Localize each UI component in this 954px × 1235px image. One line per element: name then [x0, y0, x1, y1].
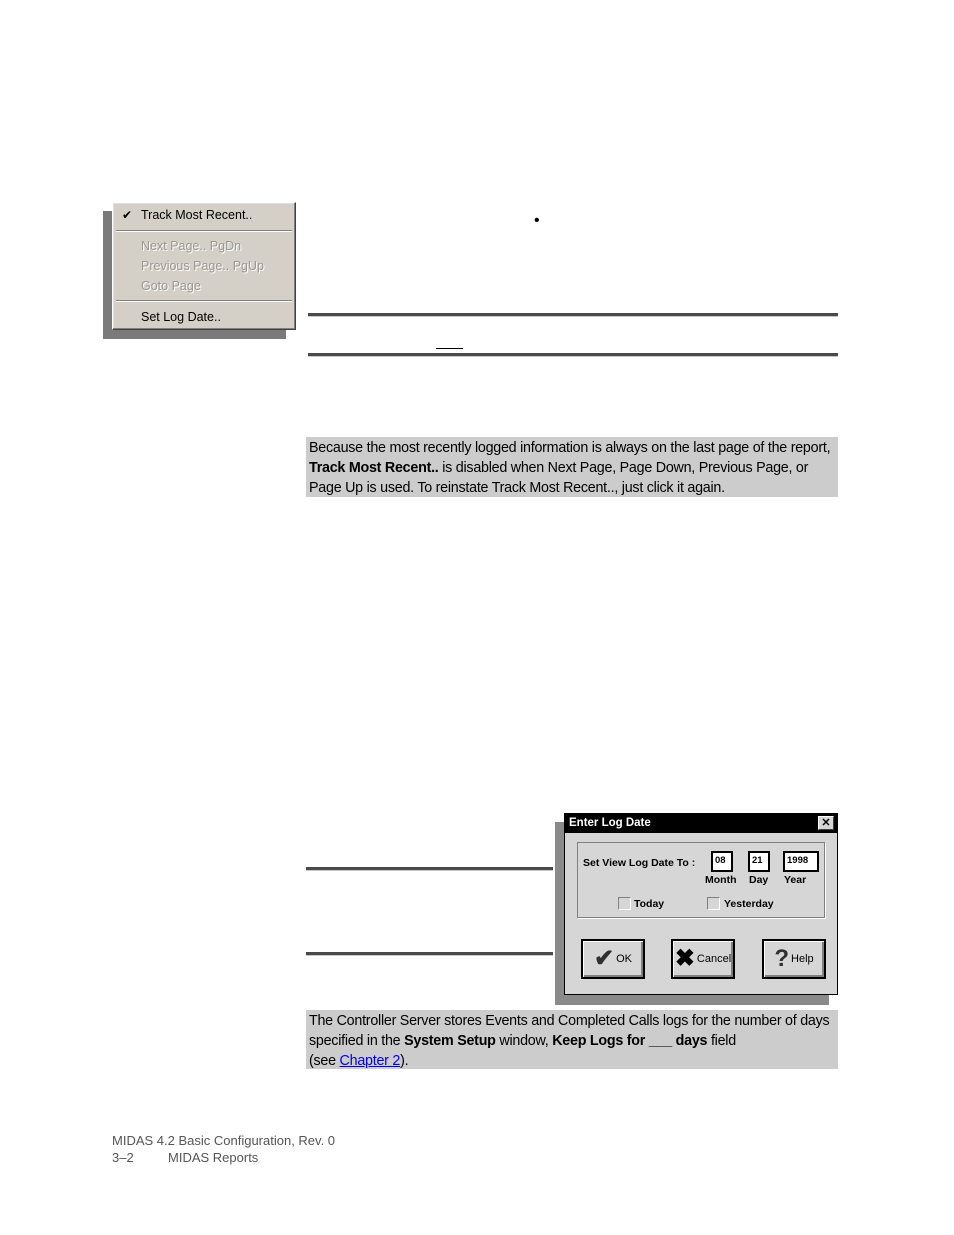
- question-mark-icon: ?: [774, 945, 790, 972]
- note-line: The Controller Server stores Events and Completed Calls logs for the number of days: [309, 1013, 830, 1029]
- yesterday-checkbox[interactable]: [707, 897, 720, 910]
- today-label: Today: [634, 898, 665, 910]
- menu-item-label: Next Page.. PgDn: [141, 239, 242, 253]
- help-button-label: Help: [791, 953, 814, 965]
- menu-item-goto-page: [113, 277, 295, 295]
- menu-separator: [116, 300, 292, 302]
- day-input[interactable]: 21: [748, 851, 770, 872]
- month-input[interactable]: 08: [711, 851, 733, 872]
- note-bold-keep-logs: Keep Logs for ___ days: [552, 1033, 708, 1049]
- note-text: ).: [400, 1053, 409, 1069]
- enter-log-date-dialog: [564, 813, 838, 995]
- note-line: [309, 458, 835, 478]
- set-view-log-date-label: Set View Log Date To :: [583, 857, 696, 869]
- menu-item-label: Previous Page.. PgUp: [141, 259, 264, 273]
- menu-item-track-most-recent[interactable]: [113, 206, 295, 224]
- date-group: [577, 842, 825, 918]
- note-keep-logs: [306, 1010, 838, 1069]
- checkmark-icon: ✔: [593, 945, 615, 972]
- dialog-section-rule-bottom-shadow: [306, 955, 553, 956]
- footer-doc-title: MIDAS 4.2 Basic Configuration, Rev. 0: [112, 1133, 336, 1148]
- cancel-button[interactable]: [671, 939, 735, 979]
- note-bold-system-setup: System Setup: [404, 1033, 496, 1049]
- menu-item-set-log-date[interactable]: [113, 308, 295, 326]
- note-text: specified in the: [309, 1033, 405, 1049]
- day-label: Day: [749, 874, 769, 886]
- note-track-most-recent: [306, 437, 838, 497]
- year-input[interactable]: 1998: [783, 851, 819, 872]
- check-icon: ✔: [122, 208, 133, 222]
- menu-item-label: Goto Page: [141, 279, 201, 293]
- note-line: Page Up is used. To reinstate Track Most Recent.., just click it again.: [309, 480, 725, 496]
- note-line: Because the most recently logged information is always on the last page of the report,: [309, 440, 831, 456]
- menu-separator: [116, 230, 292, 232]
- note-text: is disabled when Next Page, Page Down, Previous Page, or: [438, 460, 809, 476]
- menu-item-label: Track Most Recent..: [141, 208, 253, 222]
- bottom-rule-shadow: [308, 356, 838, 357]
- menu-item-label: Set Log Date..: [141, 310, 221, 324]
- note-line: [309, 1031, 835, 1051]
- menu-item-next-page: [113, 237, 295, 255]
- note-line: [309, 1051, 835, 1071]
- close-icon[interactable]: ✕: [818, 816, 834, 830]
- yesterday-label: Yesterday: [724, 898, 774, 910]
- bullet: •: [534, 212, 540, 229]
- footer-page-number: 3–2: [112, 1150, 134, 1165]
- help-button[interactable]: [762, 939, 826, 979]
- menu-item-previous-page: [113, 257, 295, 275]
- note-text: (see: [309, 1053, 340, 1069]
- ok-button-label: OK: [616, 953, 632, 965]
- underline-mark: [436, 348, 463, 349]
- year-label: Year: [784, 874, 807, 886]
- top-rule-shadow: [308, 316, 838, 317]
- note-bold: Track Most Recent..: [309, 460, 439, 476]
- ok-button[interactable]: [581, 939, 645, 979]
- dialog-title: Enter Log Date: [565, 814, 837, 833]
- log-context-menu: [112, 202, 296, 330]
- note-text: field: [707, 1033, 736, 1049]
- today-checkbox[interactable]: [618, 897, 631, 910]
- month-label: Month: [705, 874, 737, 886]
- note-text: window,: [495, 1033, 553, 1049]
- chapter-2-link[interactable]: Chapter 2: [339, 1053, 401, 1069]
- cancel-x-icon: ✖: [674, 945, 695, 972]
- dialog-section-rule-top-shadow: [306, 870, 553, 871]
- cancel-button-label: Cancel: [696, 953, 732, 965]
- footer-section: MIDAS Reports: [168, 1150, 259, 1165]
